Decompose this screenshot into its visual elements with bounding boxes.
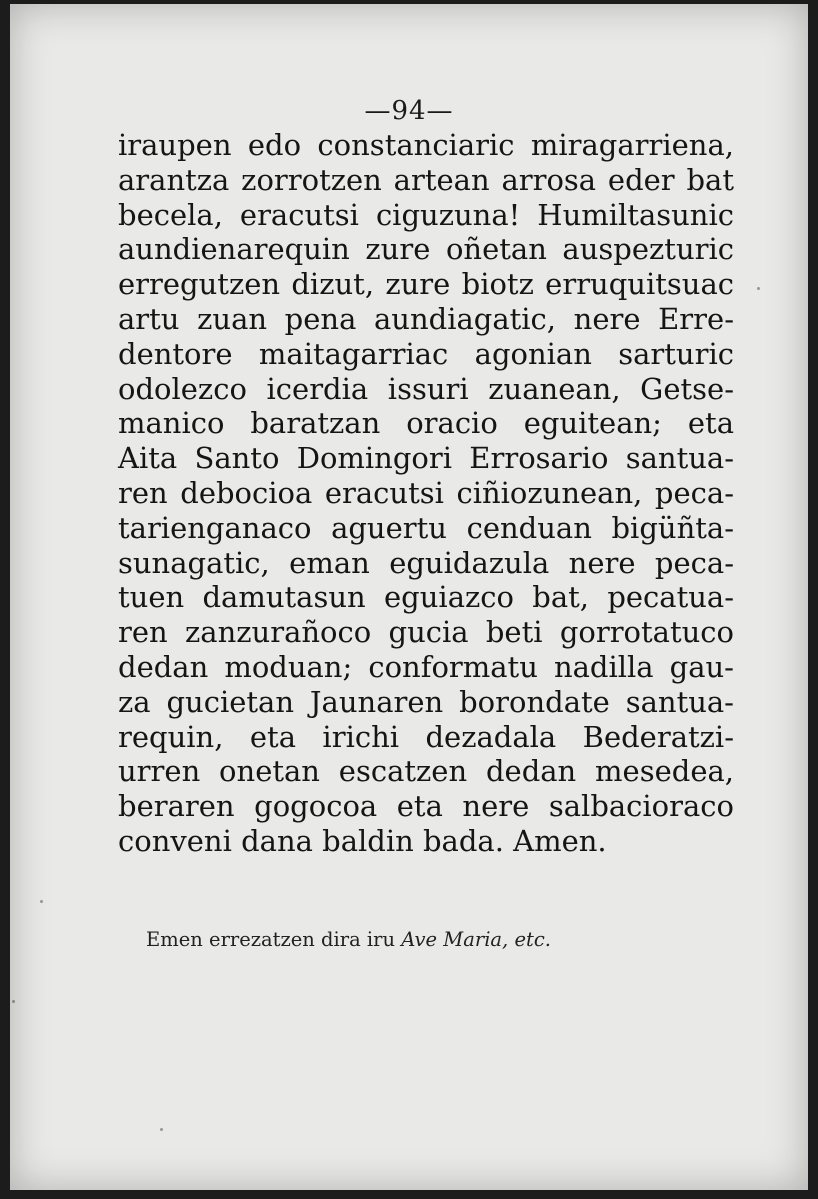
text-line: aundienarequin zure oñetan auspezturic <box>118 232 734 267</box>
text-line: odolezco icerdia issuri zuanean, Getse- <box>118 371 734 406</box>
text-line: dentore maitagarriac agonian sarturic <box>118 336 734 371</box>
text-line: artu zuan pena aundiagatic, nere Erre- <box>118 301 734 336</box>
text-line: beraren gogocoa eta nere salbacioraco <box>118 789 734 824</box>
body-text <box>118 128 734 859</box>
footnote-italic: Ave Maria, etc. <box>401 928 551 951</box>
footnote <box>146 928 551 951</box>
text-line: tuen damutasun eguiazco bat, pecatua- <box>118 580 734 615</box>
text-line: dedan moduan; conformatu nadilla gau- <box>118 649 734 684</box>
text-line: za gucietan Jaunaren borondate santua- <box>118 684 734 719</box>
text-line: ren debocioa eracutsi ciñiozunean, peca- <box>118 475 734 510</box>
text-line: requin, eta irichi dezadala Bederatzi- <box>118 719 734 754</box>
paper-speck <box>12 1000 15 1003</box>
text-line: urren onetan escatzen dedan mesedea, <box>118 754 734 789</box>
text-line: sunagatic, eman eguidazula nere peca- <box>118 545 734 580</box>
paper-speck <box>40 900 43 903</box>
text-line: becela, eracutsi ciguzuna! Humiltasunic <box>118 197 734 232</box>
paper-speck <box>757 287 760 290</box>
footnote-text: Emen errezatzen dira iru <box>146 928 402 951</box>
text-line: conveni dana baldin bada. Amen. <box>118 823 607 858</box>
text-line: Aita Santo Domingori Errosario santua- <box>118 441 734 476</box>
paper-speck <box>160 1128 163 1131</box>
text-line: ren zanzurañoco gucia beti gorrotatuco <box>118 615 734 650</box>
text-line: arantza zorrotzen artean arrosa eder bat <box>118 162 734 197</box>
text-line: tarienganaco aguertu cenduan bigüñta- <box>118 510 734 545</box>
page-number: —94— <box>364 96 454 126</box>
text-line: manico baratzan oracio eguitean; eta <box>118 406 734 441</box>
text-line: erregutzen dizut, zure biotz erruquitsuac <box>118 267 734 302</box>
text-line: iraupen edo constanciaric miragarriena, <box>118 128 734 162</box>
